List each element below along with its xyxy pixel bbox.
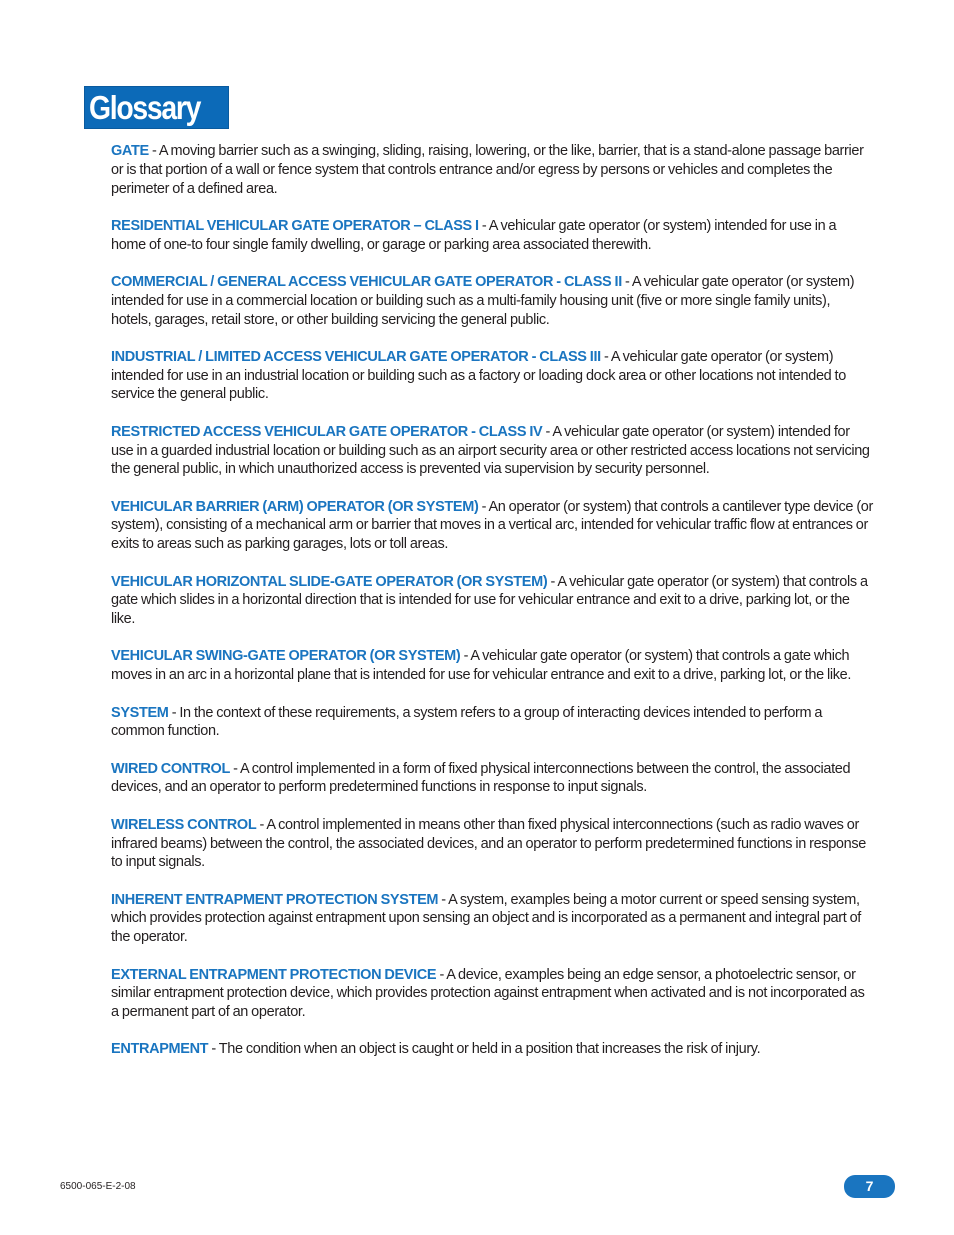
glossary-term: ENTRAPMENT (111, 1041, 209, 1058)
glossary-definition: - A vehicular gate operator (or system) intended for use in a home of one-to four single family dwelling, or garage or parking area associated therewith. (111, 217, 837, 253)
glossary-definition: - A system, examples being a motor current or speed sensing system, which provides protection against entrapment upon sensing an object and is incorporated as a permanent and integral part of the operator. (111, 891, 861, 946)
glossary-definition: - A moving barrier such as a swinging, sliding, raising, lowering, or the like, barrier, that is a stand-alone passage barrier or is that portion of a wall or fence system that controls entrance and/or egress by persons or vehicles and completes the perimeter of a defined area. (111, 143, 864, 197)
glossary-definition: - A device, examples being an edge sensor, a photoelectric sensor, or similar entrapment protection device, which provides protection against entrapment when activated and is not incorporated as a permanent part of an operator. (111, 966, 865, 1021)
page-title: Glossary (89, 89, 201, 126)
glossary-definition: - A control implemented in means other than fixed physical interconnections (such as radio waves or infrared beams) between the control, the associated devices, and an operator to perform predetermined functions in response to input signals. (111, 816, 866, 871)
glossary-definition: - A vehicular gate operator (or system) that controls a gate which moves in an arc in a horizontal plane that is intended for use for vehicular entrance and exit to a drive, parking lot, or the like. (111, 648, 852, 684)
glossary-entry (111, 816, 873, 872)
glossary-term: RESTRICTED ACCESS VEHICULAR GATE OPERATOR - CLASS IV (111, 423, 543, 440)
glossary-entry (111, 704, 873, 742)
glossary-entry (111, 273, 873, 329)
glossary-definition: - A vehicular gate operator (or system) that controls a gate which slides in a horizontal direction that is intended for use for vehicular entrance and exit to a drive, parking lot, or the like. (111, 573, 868, 628)
glossary-term: SYSTEM (111, 704, 169, 721)
glossary-entry (111, 573, 873, 629)
glossary-term: VEHICULAR SWING-GATE OPERATOR (OR SYSTEM) (111, 648, 461, 665)
glossary-term: COMMERCIAL / GENERAL ACCESS VEHICULAR GATE OPERATOR - CLASS II (111, 273, 622, 290)
glossary-entry (111, 217, 873, 255)
document-code: 6500-065-E-2-08 (60, 1181, 136, 1192)
glossary-term: INDUSTRIAL / LIMITED ACCESS VEHICULAR GATE OPERATOR - CLASS III (111, 348, 601, 365)
glossary-entry (111, 1040, 873, 1059)
glossary-definition: - A vehicular gate operator (or system) intended for use in a commercial location or building such as a multi-family housing unit (five or more single family units), hotels, garages, retail store, or other building servicing the general public. (111, 273, 855, 328)
glossary-term: INHERENT ENTRAPMENT PROTECTION SYSTEM (111, 891, 439, 908)
glossary-list (111, 142, 873, 1078)
page-title-box (84, 86, 229, 129)
page-number-badge: 7 (844, 1175, 895, 1198)
glossary-term: EXTERNAL ENTRAPMENT PROTECTION DEVICE (111, 966, 437, 983)
glossary-definition: - In the context of these requirements, a system refers to a group of interacting devices intended to perform a common function. (111, 704, 823, 740)
glossary-definition: - A vehicular gate operator (or system) intended for use in a guarded industrial location or building such as an airport security area or other restricted access locations not servicing the general public, in which unauthorized access is prevented via supervision by security personnel. (111, 423, 870, 478)
glossary-term: GATE (111, 143, 149, 159)
glossary-entry (111, 423, 873, 479)
glossary-entry (111, 966, 873, 1022)
glossary-entry (111, 498, 873, 554)
glossary-entry (111, 348, 873, 404)
glossary-definition: - A vehicular gate operator (or system) intended for use in an industrial location or building such as a factory or loading dock area or other locations not intended to service the general public. (111, 348, 846, 403)
glossary-term: WIRELESS CONTROL (111, 816, 257, 833)
glossary-term: VEHICULAR BARRIER (ARM) OPERATOR (OR SYSTEM) (111, 498, 479, 515)
glossary-entry (111, 647, 873, 685)
glossary-term: VEHICULAR HORIZONTAL SLIDE-GATE OPERATOR (OR SYSTEM) (111, 573, 548, 590)
glossary-definition: - An operator (or system) that controls a cantilever type device (or system), consisting of a mechanical arm or barrier that moves in a vertical arc, intended for vehicular traffic flow at entrances or exits to areas such as parking garages, lots or toll areas. (111, 498, 873, 553)
glossary-definition: - A control implemented in a form of fixed physical interconnections between the control, the associated devices, and an operator to perform predetermined functions in response to input signals. (111, 760, 851, 796)
glossary-entry (111, 891, 873, 947)
glossary-term: RESIDENTIAL VEHICULAR GATE OPERATOR – CLASS I (111, 217, 479, 234)
glossary-definition: - The condition when an object is caught or held in a position that increases the risk of injury. (208, 1041, 761, 1058)
glossary-entry (111, 760, 873, 798)
glossary-term: WIRED CONTROL (111, 760, 230, 777)
glossary-entry (111, 142, 873, 198)
